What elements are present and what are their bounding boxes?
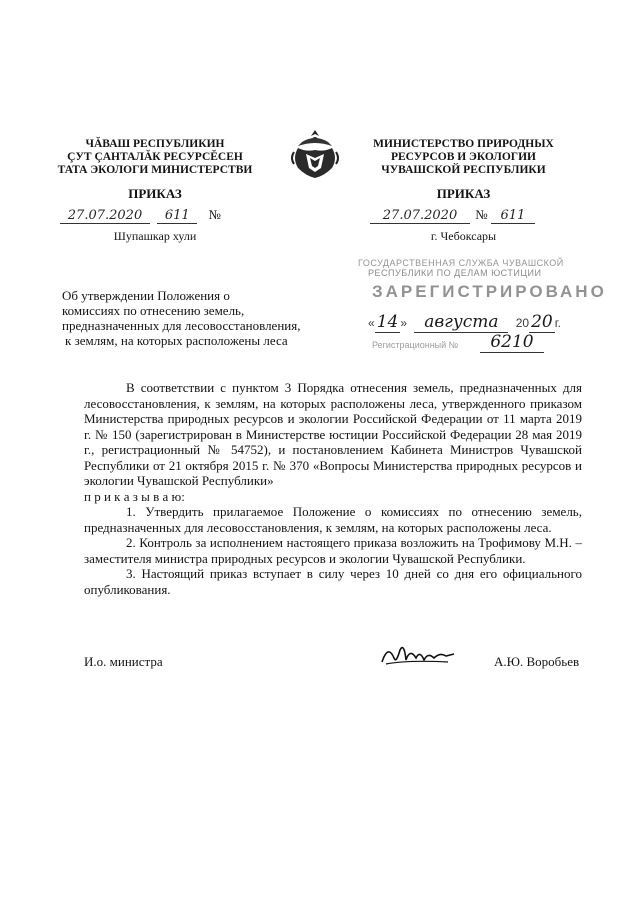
stamp-year-suffix: 20 bbox=[531, 312, 553, 332]
order-date-right: 27.07.2020 bbox=[370, 208, 470, 224]
header-right-org bbox=[356, 138, 571, 177]
stamp-reg-label: Регистрационный № bbox=[372, 340, 459, 350]
order-word: п р и к а з ы в а ю: bbox=[84, 488, 185, 504]
order-number-line-left bbox=[60, 207, 221, 224]
city-left: Шупашкар хули bbox=[113, 229, 197, 243]
order-number-right: 611 bbox=[491, 208, 535, 224]
stamp-day: 14 bbox=[376, 312, 399, 332]
order-title-left: ПРИКАЗ bbox=[128, 186, 182, 201]
stamp-year-prefix: 20 bbox=[515, 316, 530, 330]
subject-line: комиссиях по отнесению земель, bbox=[62, 303, 245, 318]
header-left-org bbox=[50, 138, 260, 177]
header-right-line: МИНИСТЕРСТВО ПРИРОДНЫХ bbox=[373, 138, 554, 150]
document-body bbox=[84, 380, 582, 597]
handwritten-signature bbox=[378, 640, 458, 670]
stamp-line: РЕСПУБЛИКИ ПО ДЕЛАМ ЮСТИЦИИ bbox=[368, 268, 542, 278]
stamp-line: ГОСУДАРСТВЕННАЯ СЛУЖБА ЧУВАШСКОЙ bbox=[358, 258, 564, 268]
number-sign-left: № bbox=[208, 207, 221, 222]
body-paragraph: 2. Контроль за исполнением настоящего приказа возложить на Трофимову М.Н. – заместителя министра природных ресурсов и экологии Чувашской Республики. bbox=[84, 535, 582, 566]
header-right-line: ЧУВАШСКОЙ РЕСПУБЛИКИ bbox=[381, 164, 546, 176]
header-left-line: ЧĂВАШ РЕСПУБЛИКИН bbox=[85, 138, 225, 150]
order-number-line-right bbox=[370, 207, 535, 224]
stamp-reg-number: 6210 bbox=[480, 332, 544, 353]
signer-name: А.Ю. Воробьев bbox=[494, 654, 580, 669]
city-right: г. Чебоксары bbox=[430, 229, 497, 243]
subject-line: предназначенных для лесовосстановления, bbox=[62, 318, 301, 333]
number-sign-right: № bbox=[475, 207, 488, 222]
subject-line: к землям, на которых расположены леса bbox=[65, 333, 288, 348]
order-title-right: ПРИКАЗ bbox=[436, 186, 491, 201]
body-paragraph: 3. Настоящий приказ вступает в силу через 10 дней со дня его официального опубликования. bbox=[84, 566, 582, 597]
signer-position: И.о. министра bbox=[84, 654, 163, 669]
header-left-line: ТАТА ЭКОЛОГИ МИНИСТЕРСТВИ bbox=[57, 164, 253, 176]
stamp-year-unit: г. bbox=[554, 316, 561, 330]
stamp-registered: ЗАРЕГИСТРИРОВАНО bbox=[372, 282, 607, 301]
subject-line: Об утверждении Положения о bbox=[62, 288, 230, 303]
stamp-date: « 14 » августа 20 20 г. bbox=[368, 312, 561, 332]
order-number-left: 611 bbox=[157, 208, 197, 224]
body-paragraph: 1. Утвердить прилагаемое Положение о комиссиях по отнесению земель, предназначенных для лесовосстановления, к землям, на которых расположены леса. bbox=[84, 504, 582, 535]
coat-of-arms-icon bbox=[288, 128, 342, 180]
registration-stamp bbox=[352, 252, 607, 362]
header-left-line: ÇУТ ÇАНТАЛĂК РЕСУРСĔСЕН bbox=[67, 151, 243, 163]
order-date-left: 27.07.2020 bbox=[60, 208, 150, 224]
stamp-month: августа bbox=[414, 312, 508, 333]
header-right-line: РЕСУРСОВ И ЭКОЛОГИИ bbox=[390, 151, 536, 163]
document-subject bbox=[62, 288, 342, 348]
body-paragraph: В соответствии с пунктом 3 Порядка отнесения земель, предназначенных для лесовосстановления, к землям, на которых расположены леса, утвержденного приказом Министерства природных ресурсов и экологии Российской Федерации от 11 марта 2019 г. № 150 (зарегистрирован в Министерстве юстиции Российской Федерации 28 мая 2019 г., регистрационный № 54752), и постановлением Кабинета Министров Чувашской Республики от 21 октября 2015 г. № 370 «Вопросы Министерства природных ресурсов и экологии Чувашской Республики» bbox=[84, 380, 582, 488]
